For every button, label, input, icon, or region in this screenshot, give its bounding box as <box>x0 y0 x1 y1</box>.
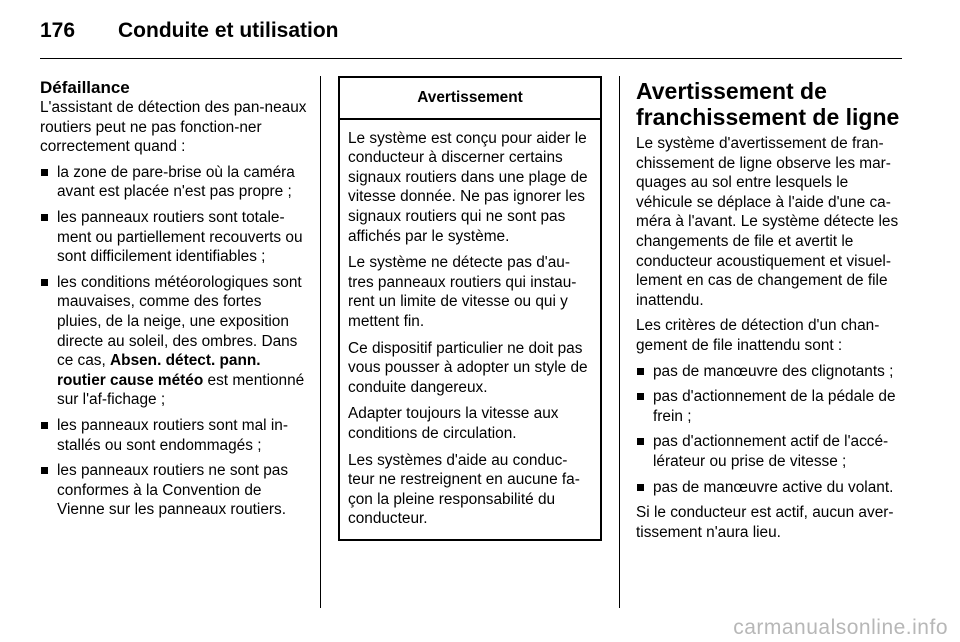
list-item-weather <box>40 273 308 410</box>
warning-title: Avertissement <box>340 78 600 120</box>
column-lane-departure <box>636 78 904 548</box>
warning-box <box>338 76 602 541</box>
warning-paragraph: Ce dispositif particulier ne doit pas vous pousser à adopter un style de conduite dangereux. <box>348 339 588 396</box>
warning-paragraph: Les systèmes d'aide au conduc-teur ne restreignent en aucune fa-çon la pleine responsabilité du conducteur. <box>348 451 580 528</box>
defaillance-list <box>40 163 308 520</box>
list-item: pas d'actionnement actif de l'accé-lérateur ou prise de vitesse ; <box>636 432 904 471</box>
list-item-text: est mentionné sur l'af-fichage ; <box>57 371 305 409</box>
list-item: les panneaux routiers sont totale-ment ou partiellement recouverts ou sont difficilement identifiables ; <box>40 208 308 267</box>
chapter-title: Conduite et utilisation <box>118 19 339 42</box>
defaillance-intro: L'assistant de détection des pan-neaux routiers peut ne pas fonction-ner correctement quand : <box>40 99 307 156</box>
warning-body <box>340 120 600 539</box>
defaillance-heading: Défaillance <box>40 78 130 97</box>
section-heading: Avertissement de franchissement de ligne <box>636 78 900 130</box>
list-item: pas d'actionnement de la pédale de frein ; <box>636 387 904 426</box>
display-message: Absen. détect. pann. routier cause météo <box>57 352 261 389</box>
column-divider <box>320 76 321 608</box>
list-item: les panneaux routiers sont mal in-stallés ou sont endommagés ; <box>40 416 308 455</box>
criteria-list <box>636 362 904 498</box>
page-header <box>40 14 339 48</box>
list-item: la zone de pare-brise où la caméra avant est placée n'est pas propre ; <box>40 163 308 202</box>
warning-paragraph: Le système est conçu pour aider le conducteur à discerner certains signaux routiers dans une plage de vitesse donnée. Ne pas ignorer les signaux routiers qui ne sont pas affichés par le système. <box>348 129 588 245</box>
list-item: les panneaux routiers ne sont pas conformes à la Convention de Vienne sur les panneaux routiers. <box>40 461 308 520</box>
page-number: 176 <box>40 19 76 42</box>
list-item-text: les conditions météorologiques sont mauvaises, comme des fortes pluies, de la neige, une exposition directe au soleil, des ombres. Dans ce cas, <box>57 273 302 370</box>
warning-paragraph: Le système ne détecte pas d'au-tres panneaux routiers qui instau-rent un limite de vitesse ou qui y mettent fin. <box>348 254 577 330</box>
lane-paragraph: Si le conducteur est actif, aucun aver-tissement n'aura lieu. <box>636 504 894 541</box>
warning-paragraph: Adapter toujours la vitesse aux conditions de circulation. <box>348 405 559 442</box>
column-defaillance <box>40 78 308 526</box>
column-divider <box>619 76 620 608</box>
lane-paragraph: Les critères de détection d'un chan-gement de file inattendu sont : <box>636 317 880 354</box>
list-item: pas de manœuvre active du volant. <box>636 478 904 498</box>
list-item: pas de manœuvre des clignotants ; <box>636 362 904 382</box>
watermark: carmanualsonline.info <box>733 616 948 639</box>
header-rule <box>40 58 902 59</box>
lane-paragraph: Le système d'avertissement de fran-chissement de ligne observe les mar-quages au sol entre lesquels le véhicule se déplace à l'aide d'une ca-méra à l'avant. Le système détecte les changements de file et avertit le conducteur acoustiquement et visuel-lement en cas de changement de file inattendu. <box>636 135 899 309</box>
